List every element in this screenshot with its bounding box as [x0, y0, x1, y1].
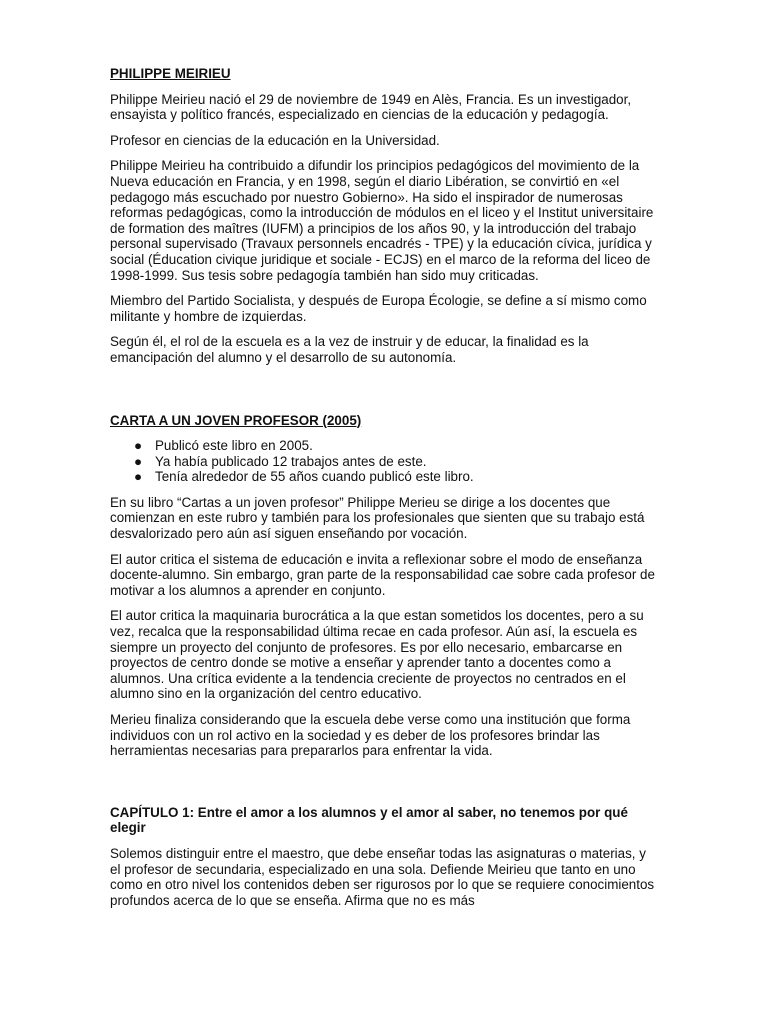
- paragraph: En su libro “Cartas a un joven profesor” Philippe Merieu se dirige a los docentes que comienzan en este rubro y también para los profesionales que sienten que su trabajo está desvalorizado pero aún así siguen enseñando por vocación.: [110, 494, 645, 542]
- paragraph: Profesor en ciencias de la educación en la Universidad.: [110, 132, 440, 148]
- bullet-text: Tenía alrededor de 55 años cuando publicó este libro.: [155, 469, 474, 485]
- paragraph: Según él, el rol de la escuela es a la vez de instruir y de educar, la finalidad es la emancipación del alumno y el desarrollo de su autonomía.: [110, 334, 589, 365]
- bullet-list: [110, 438, 660, 485]
- paragraph: Merieu finaliza considerando que la escuela debe verse como una institución que forma individuos con un rol activo en la sociedad y es deber de los profesores brindar las herramientas necesarias para prepararlos para enfrentar la vida.: [110, 712, 631, 759]
- section-heading-philippe-meirieu: PHILIPPE MEIRIEU: [110, 66, 231, 81]
- paragraph: Philippe Meirieu nació el 29 de noviembre de 1949 en Alès, Francia. Es un investigador, ensayista y político francés, especializado en ciencias de la educación y pedagogía.: [110, 91, 632, 123]
- bullet-item: [134, 438, 660, 454]
- paragraph: El autor critica el sistema de educación e invita a reflexionar sobre el modo de enseñanza docente-alumno. Sin embargo, gran parte de la responsabilidad cae sobre cada profesor de motivar a los alumnos a aprender en conjunto.: [110, 551, 655, 598]
- bullet-item: [134, 469, 660, 485]
- bullet-icon: ●: [134, 438, 143, 454]
- paragraph: El autor critica la maquinaria burocrática a la que estan sometidos los docentes, pero a su vez, recalca que la responsabilidad última recae en cada profesor. Aún así, la escuela es siempre un proyecto del conjunto de profesores. Es por ello necesario, embarcarse en proyectos de centro donde se motive a enseñar y aprender tanto a docentes como a alumnos. Una crítica evidente a la tendencia creciente de proyectos no centrados en el alumno sino en la organización del centro educativo.: [110, 608, 644, 702]
- paragraph: Solemos distinguir entre el maestro, que debe enseñar todas las asignaturas o materias, y el profesor de secundaria, especializado en una sola. Defiende Meirieu que tanto en uno como en otro nivel los contenidos deben ser rigurosos por lo que se requiere conocimientos profundos acerca de lo que se enseña. Afirma que no es más: [110, 845, 655, 908]
- paragraph: Philippe Meirieu ha contribuido a difundir los principios pedagógicos del movimiento de la Nueva educación en Francia, y en 1998, según el diario Libération, se convirtió en «el pedagogo más escuchado por nuestro Gobierno». Ha sido el inspirador de numerosas reformas pedagógicas, como la introducción de módulos en el liceo y el Institut universitaire de formation des maîtres (IUFM) a principios de los años 90, y la introducción del trabajo personal supervisado (Travaux personnels encadrés - TPE) y la educación cívica, jurídica y social (Éducation civique juridique et sociale - ECJS) en el marco de la reforma del liceo de 1998-1999. Sus tesis sobre pedagogía también han sido muy criticadas.: [110, 158, 654, 283]
- document-page: [110, 66, 660, 908]
- paragraph: Miembro del Partido Socialista, y después de Europa Écologie, se define a sí mismo como militante y hombre de izquierdas.: [110, 293, 647, 324]
- chapter-heading: CAPÍTULO 1: Entre el amor a los alumnos y el amor al saber, no tenemos por qué elegir: [110, 804, 628, 836]
- bullet-item: [134, 454, 660, 470]
- bullet-icon: ●: [134, 453, 143, 469]
- bullet-text: Publicó este libro en 2005.: [155, 438, 313, 454]
- bullet-icon: ●: [134, 469, 143, 485]
- section-heading-carta-joven-profesor: CARTA A UN JOVEN PROFESOR (2005): [110, 412, 362, 428]
- bullet-text: Ya había publicado 12 trabajos antes de este.: [155, 453, 427, 469]
